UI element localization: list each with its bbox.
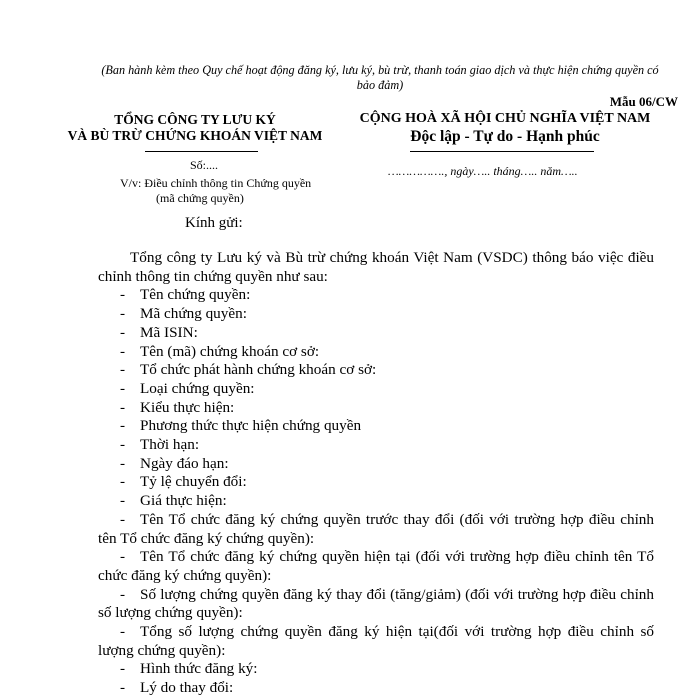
bullet-dash: - [120, 548, 126, 566]
subject-line2: (mã chứng quyền) [156, 191, 244, 205]
organization-name-line1: TỔNG CÔNG TY LƯU KÝ [114, 112, 276, 127]
info-list-item [98, 455, 654, 474]
info-list-item-text: Loại chứng quyền: [140, 379, 255, 397]
info-list-item [98, 623, 654, 660]
info-list-item-text: Lý do thay đổi: [140, 679, 234, 697]
info-list-item [98, 548, 654, 585]
bullet-dash: - [120, 623, 126, 641]
bullet-dash: - [120, 510, 126, 528]
bullet-dash: - [120, 305, 126, 323]
info-list-item-text: Mã chứng quyền: [140, 305, 247, 323]
bullet-dash: - [120, 417, 126, 435]
motto-underline [410, 151, 594, 152]
bullet-dash: - [120, 492, 126, 510]
bullet-dash: - [120, 585, 126, 603]
bullet-dash: - [120, 286, 126, 304]
subject [120, 176, 311, 206]
info-list-item [98, 286, 654, 305]
info-list-item [98, 361, 654, 380]
info-list-item [98, 436, 654, 455]
bullet-dash: - [120, 342, 126, 360]
bullet-dash: - [120, 660, 126, 678]
subject-line1: V/v: Điều chỉnh thông tin Chứng quyền [120, 176, 312, 190]
info-list-item-text: Tổng số lượng chứng quyền đăng ký hiện tại(đối với trường hợp điều chỉnh số lượng chứng quyền): [98, 623, 654, 659]
date-line: ……………., ngày….. tháng….. năm….. [388, 164, 578, 178]
info-list-item [98, 586, 654, 623]
issuance-note: (Ban hành kèm theo Quy chế hoạt động đăng ký, lưu ký, bù trừ, thanh toán giao dịch và thực hiện chứng quyền có bảo đảm) [101, 63, 659, 92]
info-list-item-text: Ngày đáo hạn: [140, 454, 229, 472]
info-list-item-text: Tên Tổ chức đăng ký chứng quyền hiện tại (đối với trường hợp điều chỉnh tên Tổ chức đăng ký chứng quyền): [98, 548, 654, 584]
document-number: Số:.... [190, 158, 219, 172]
info-list-item [98, 679, 654, 698]
info-list [98, 286, 654, 697]
info-list-item [98, 660, 654, 679]
bullet-dash: - [120, 679, 126, 697]
info-list-item [98, 343, 654, 362]
info-list-item [98, 399, 654, 418]
organization-name-line2: VÀ BÙ TRỪ CHỨNG KHOÁN VIỆT NAM [67, 128, 323, 143]
info-list-item-text: Tên (mã) chứng khoán cơ sở: [140, 342, 320, 360]
info-list-item-text: Hình thức đăng ký: [140, 660, 258, 678]
bullet-dash: - [120, 436, 126, 454]
organization-name [60, 112, 330, 144]
info-list-item-text: Kiểu thực hiện: [140, 398, 235, 416]
bullet-dash: - [120, 361, 126, 379]
info-list-item-text: Mã ISIN: [140, 323, 198, 341]
bullet-dash: - [120, 323, 126, 341]
info-list-item [98, 492, 654, 511]
form-code: Mẫu 06/CW [609, 94, 678, 109]
info-list-item [98, 417, 654, 436]
bullet-dash: - [120, 379, 126, 397]
info-list-item-text: Số lượng chứng quyền đăng ký thay đổi (tăng/giảm) (đối với trường hợp điều chỉnh số lượng chứng quyền): [98, 585, 654, 622]
national-motto: Độc lập - Tự do - Hạnh phúc [410, 128, 600, 145]
bullet-dash: - [120, 473, 126, 491]
info-list-item [98, 324, 654, 343]
letter-body [98, 249, 654, 698]
bullet-dash: - [120, 454, 126, 472]
info-list-item-text: Tổ chức phát hành chứng khoán cơ sở: [140, 361, 377, 379]
info-list-item [98, 380, 654, 399]
info-list-item-text: Tên chứng quyền: [140, 286, 251, 304]
salutation: Kính gửi: [185, 215, 243, 231]
intro-paragraph: Tổng công ty Lưu ký và Bù trừ chứng khoán Việt Nam (VSDC) thông báo việc điều chỉnh thông tin chứng quyền như sau: [98, 249, 654, 285]
national-title: CỘNG HOÀ XÃ HỘI CHỦ NGHĨA VIỆT NAM [359, 111, 651, 126]
bullet-dash: - [120, 398, 126, 416]
info-list-item-text: Tên Tổ chức đăng ký chứng quyền trước thay đổi (đối với trường hợp điều chỉnh tên Tổ chức đăng ký chứng quyền): [98, 510, 654, 547]
info-list-item [98, 473, 654, 492]
organization-underline [145, 151, 258, 152]
info-list-item-text: Tỷ lệ chuyển đổi: [140, 473, 247, 491]
info-list-item-text: Phương thức thực hiện chứng quyền [140, 417, 362, 435]
info-list-item [98, 511, 654, 548]
info-list-item-text: Thời hạn: [140, 436, 200, 454]
info-list-item [98, 305, 654, 324]
info-list-item-text: Giá thực hiện: [140, 492, 227, 510]
